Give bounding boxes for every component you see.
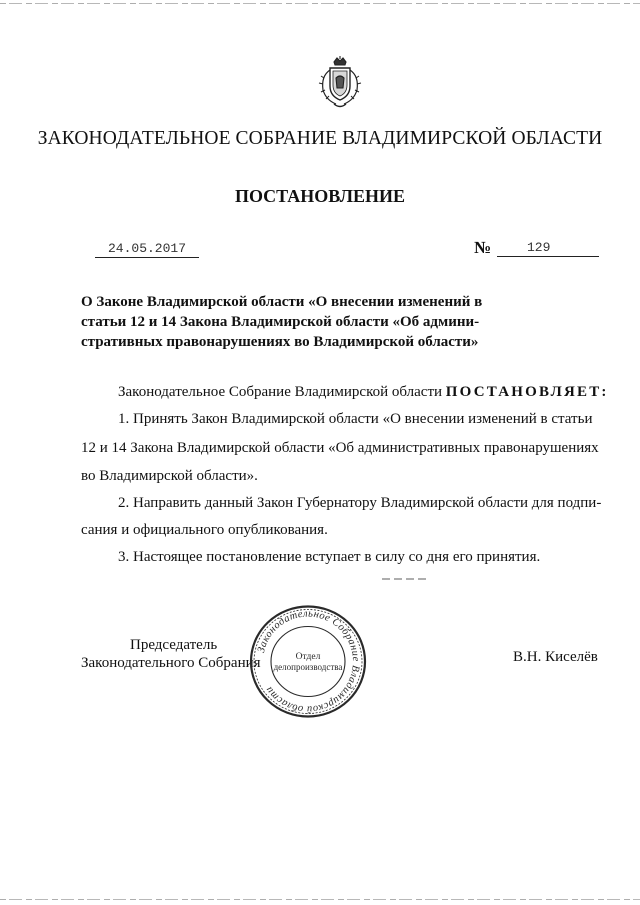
scan-edge-bottom	[0, 899, 640, 900]
signatory-title: Законодательного Собрания	[81, 655, 261, 671]
preamble-verb: ПОСТАНОВЛЯЕТ:	[445, 384, 609, 400]
resolution-item-1-line: во Владимирской области».	[81, 468, 258, 484]
document-number: 129	[497, 240, 599, 257]
subject-line: стративных правонарушениях во Владимирской области»	[81, 334, 479, 350]
office-stamp-icon	[248, 603, 368, 720]
resolution-item-2-line: сания и официального опубликования.	[81, 522, 328, 538]
number-sign: №	[474, 238, 492, 257]
stamp-ring-text: Законодательное Собрание Владимирской области	[255, 608, 362, 715]
subject-line: статьи 12 и 14 Закона Владимирской области «Об админи-	[81, 314, 480, 330]
signatory-title: Председатель	[130, 637, 218, 653]
subject-line: О Законе Владимирской области «О внесении изменений в	[81, 294, 483, 310]
document-type-heading: ПОСТАНОВЛЕНИЕ	[234, 186, 406, 206]
document-date: 24.05.2017	[95, 241, 199, 258]
stamp-center-text: делопроизводства	[273, 662, 343, 672]
stamp-center-text: Отдел	[295, 652, 321, 662]
organization-title: ЗАКОНОДАТЕЛЬНОЕ СОБРАНИЕ ВЛАДИМИРСКОЙ ОБЛАСТИ	[37, 128, 603, 149]
preamble	[118, 384, 609, 401]
scan-edge-top	[0, 3, 640, 4]
signatory-name: В.Н. Киселёв	[513, 649, 598, 665]
resolution-item-1-line: 12 и 14 Закона Владимирской области «Об административных правонарушениях	[81, 440, 599, 456]
preamble-text: Законодательное Собрание Владимирской области	[118, 384, 443, 400]
subject-heading	[81, 292, 521, 352]
pen-mark	[382, 578, 430, 580]
resolution-item-1-line: 1. Принять Закон Владимирской области «О внесении изменений в статьи	[118, 411, 593, 427]
resolution-item-2-line: 2. Направить данный Закон Губернатору Владимирской области для подпи-	[118, 495, 602, 511]
resolution-item-3-line: 3. Настоящее постановление вступает в силу со дня его принятия.	[118, 549, 541, 565]
coat-of-arms-icon	[318, 56, 362, 110]
